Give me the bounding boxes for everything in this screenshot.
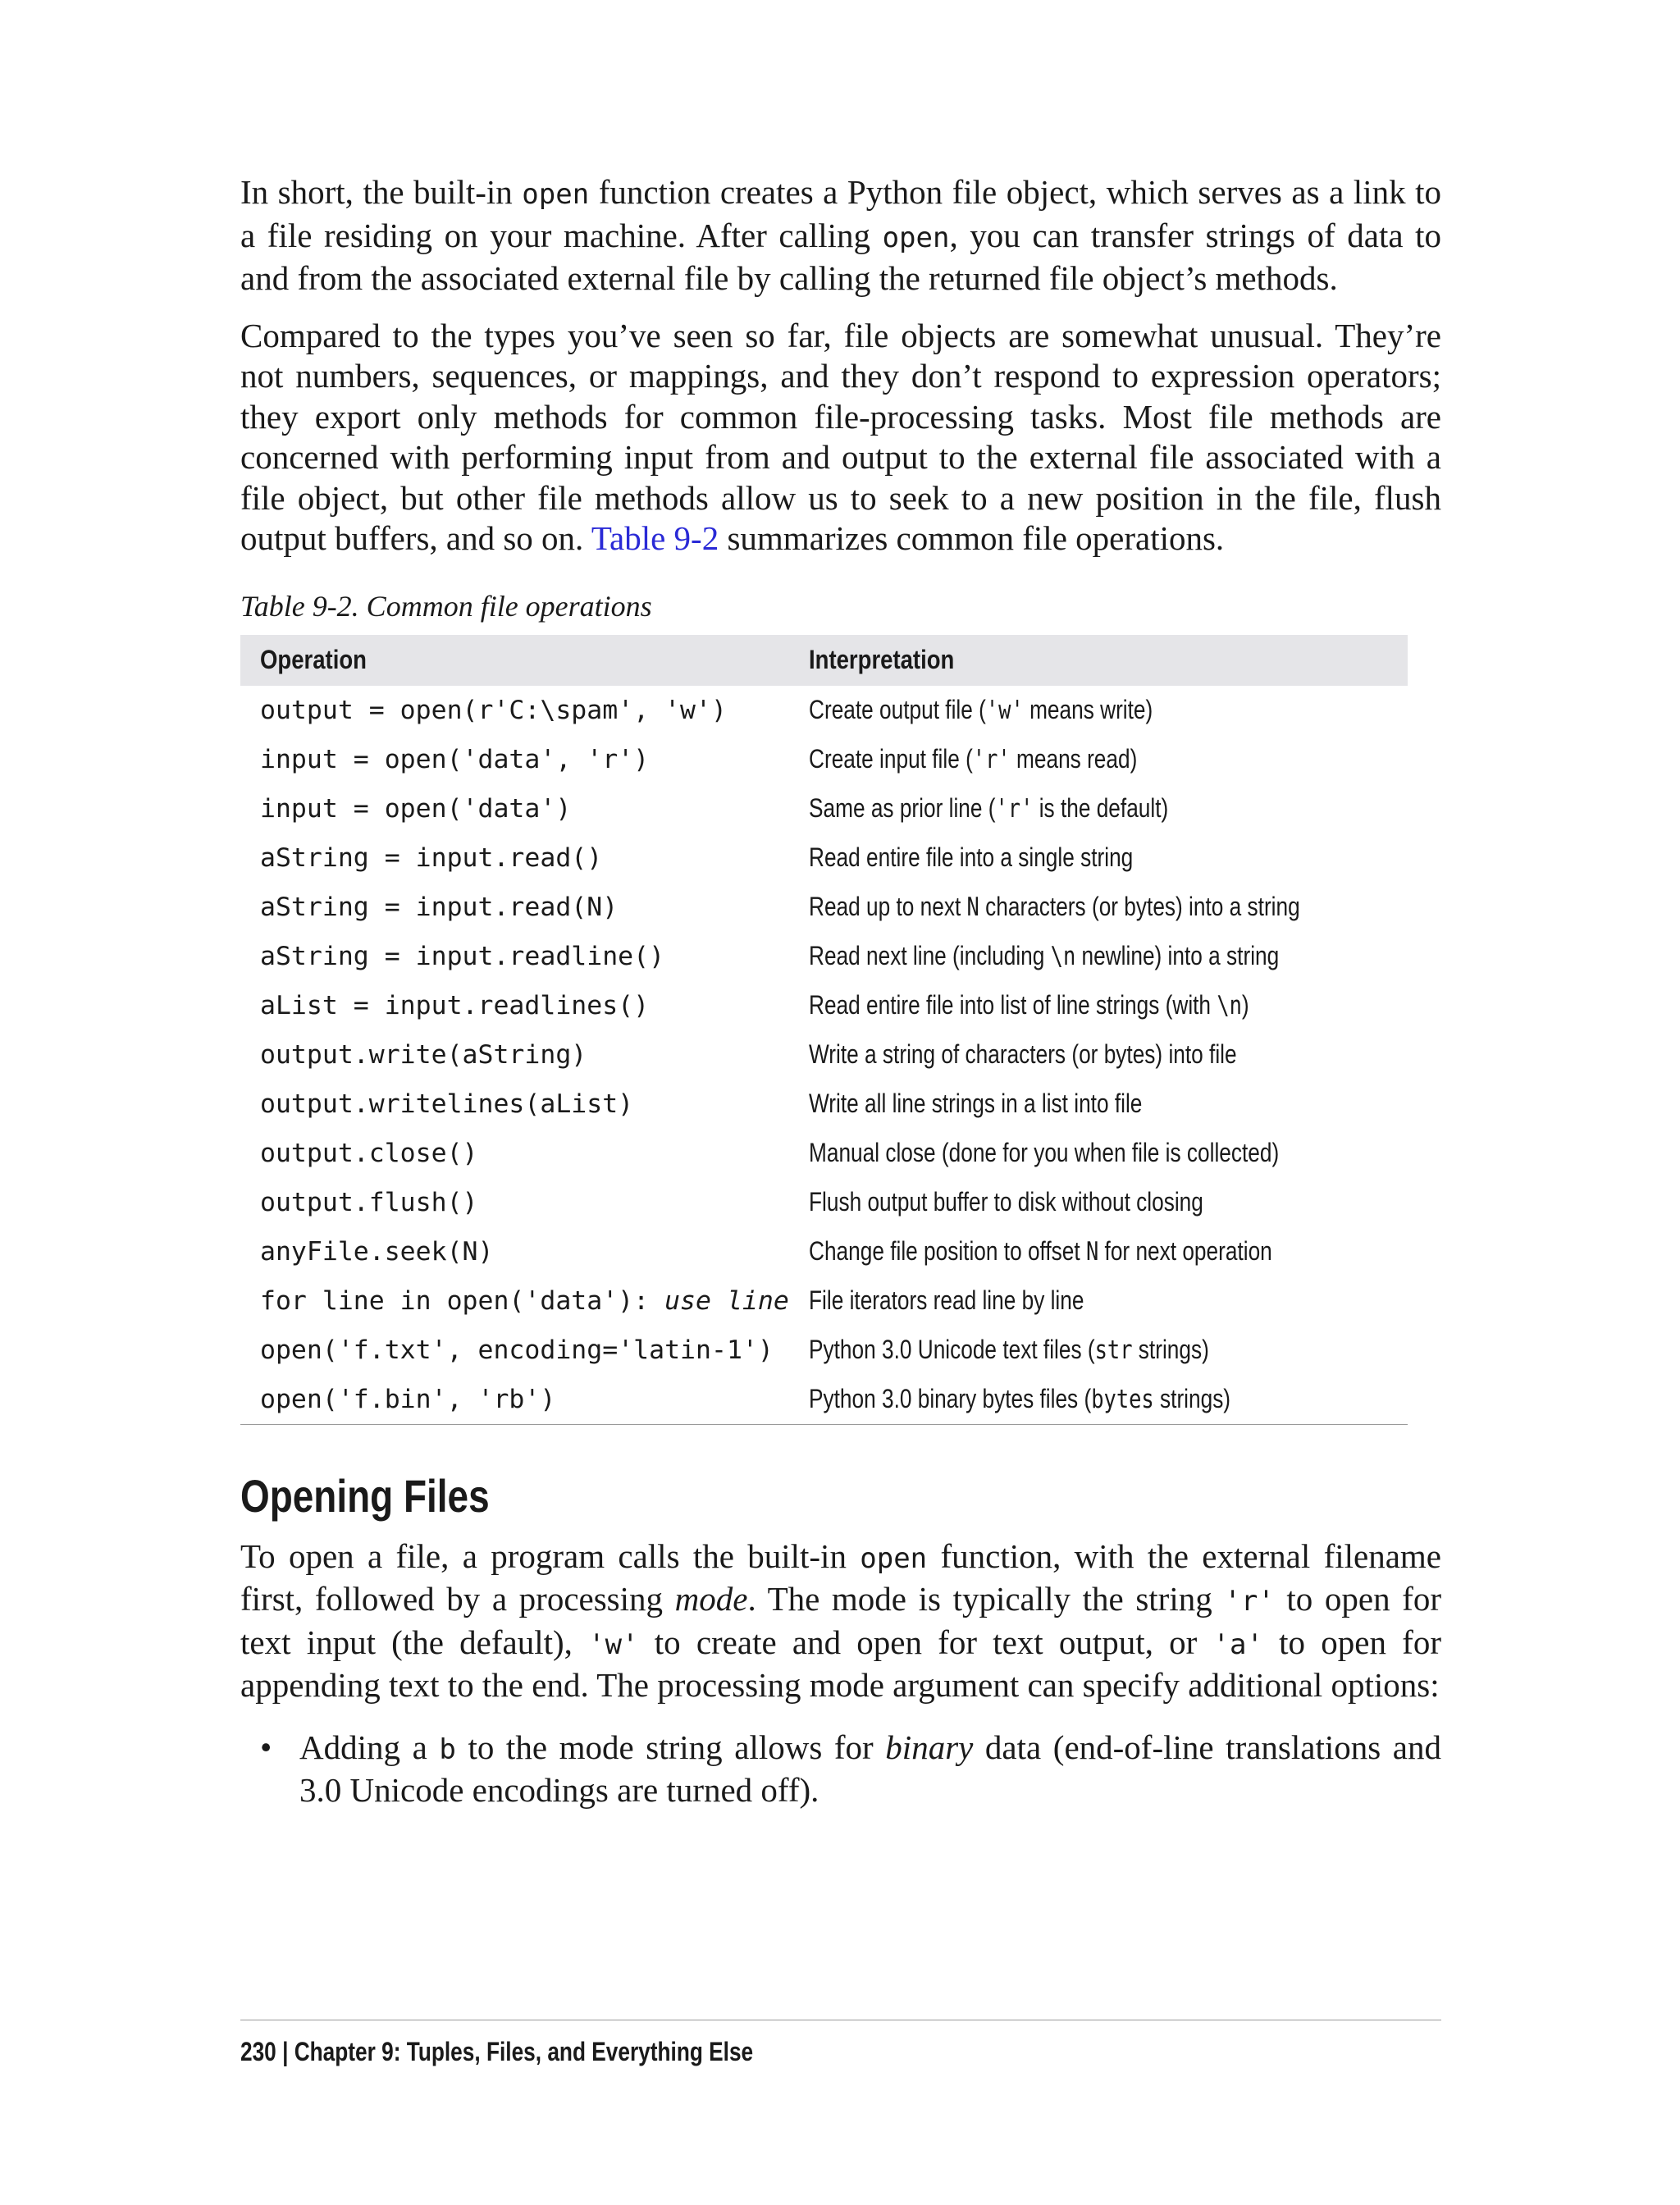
interpretation-cell: Write all line strings in a list into file bbox=[808, 1089, 1143, 1118]
table-row bbox=[240, 784, 1408, 833]
interpretation-cell: Read entire file into list of line strings (with \n) bbox=[808, 990, 1249, 1020]
interpretation-cell: Write a string of characters (or bytes) into file bbox=[808, 1039, 1237, 1069]
operation-cell: input = open('data', 'r') bbox=[260, 744, 650, 774]
interpretation-cell: Flush output buffer to disk without closing bbox=[808, 1187, 1203, 1217]
table-row bbox=[240, 883, 1408, 932]
operation-cell: output.close() bbox=[260, 1138, 478, 1168]
text-run: summarizes common file operations. bbox=[719, 519, 1225, 557]
operation-cell: anyFile.seek(N) bbox=[260, 1236, 494, 1267]
inline-code: open bbox=[522, 178, 590, 211]
operation-cell: for line in open('data'): use line bbox=[260, 1285, 789, 1316]
text-run: to open for text input (the default), bbox=[240, 1580, 1441, 1661]
text-run: data (end-of-line translations and 3.0 Unicode encodings are turned off). bbox=[299, 1728, 1441, 1809]
text-run: to the mode string allows for bbox=[455, 1728, 886, 1766]
column-header-interpretation: Interpretation bbox=[789, 635, 1408, 686]
emphasis: mode bbox=[674, 1580, 748, 1618]
paragraph-opening-files bbox=[240, 1536, 1441, 1706]
operation-cell: open('f.txt', encoding='latin-1') bbox=[260, 1335, 774, 1365]
text-run: function, with the external filename first, followed by a processing bbox=[240, 1536, 1442, 1618]
text-run: To open a file, a program calls the built-in bbox=[240, 1536, 861, 1575]
text-run: , you can transfer strings of data to and from the associated external file by calling the returned file object’s methods. bbox=[240, 216, 1441, 297]
text-run: Adding a bbox=[299, 1728, 440, 1766]
text-run: to create and open for text output, or bbox=[638, 1623, 1213, 1661]
table-body bbox=[240, 686, 1408, 1425]
page-footer bbox=[240, 2020, 1441, 2067]
operation-cell: aString = input.readline() bbox=[260, 941, 665, 971]
interpretation-cell: Create input file ('r' means read) bbox=[808, 744, 1138, 774]
operation-cell: output.flush() bbox=[260, 1187, 478, 1217]
bullet-item bbox=[240, 1728, 1441, 1811]
paragraph-intro bbox=[240, 172, 1441, 299]
operation-cell: aString = input.read() bbox=[260, 842, 603, 873]
interpretation-cell: Same as prior line ('r' is the default) bbox=[808, 793, 1169, 824]
interpretation-cell: Manual close (done for you when file is collected) bbox=[808, 1138, 1280, 1167]
interpretation-cell: Read next line (including \n newline) into a string bbox=[808, 941, 1280, 971]
interpretation-cell: Python 3.0 Unicode text files (str strings) bbox=[808, 1335, 1209, 1365]
interpretation-cell: Create output file ('w' means write) bbox=[808, 695, 1153, 725]
text-run: Compared to the types you’ve seen so far, file objects are somewhat unusual. They’re not numbers, sequences, or mappings, and they don’t respond to expression operators; they export only methods for common file-processing tasks. Most file methods are concerned with performing input from and output to the external file associated with a file object, but other file methods allow us to seek to a new position in the file, flush output buffers, and so on. bbox=[240, 316, 1441, 557]
table-row bbox=[240, 1326, 1408, 1375]
inline-code: b bbox=[439, 1732, 456, 1766]
table-row bbox=[240, 735, 1408, 784]
table-row bbox=[240, 1080, 1408, 1129]
interpretation-cell: Read entire file into a single string bbox=[808, 842, 1134, 872]
table-row bbox=[240, 1129, 1408, 1178]
paragraph-file-objects bbox=[240, 316, 1441, 559]
operation-cell: output = open(r'C:\spam', 'w') bbox=[260, 695, 727, 725]
column-header-operation: Operation bbox=[240, 635, 789, 686]
operation-cell: open('f.bin', 'rb') bbox=[260, 1384, 556, 1414]
page-body bbox=[240, 172, 1441, 1828]
inline-code: 'a' bbox=[1212, 1628, 1263, 1661]
table-row bbox=[240, 1276, 1408, 1326]
operation-cell: input = open('data') bbox=[260, 793, 572, 824]
table-row bbox=[240, 932, 1408, 981]
inline-code: 'w' bbox=[588, 1628, 639, 1661]
table-row bbox=[240, 1375, 1408, 1425]
inline-code: open bbox=[860, 1541, 928, 1575]
inline-code: open bbox=[882, 221, 950, 254]
table-row bbox=[240, 1227, 1408, 1276]
text-run: . The mode is typically the string bbox=[747, 1580, 1225, 1618]
file-operations-table bbox=[240, 635, 1408, 1425]
table-header-row bbox=[240, 635, 1408, 686]
text-run: to open for appending text to the end. The processing mode argument can specify additional options: bbox=[240, 1623, 1441, 1704]
footer-text: 230 | Chapter 9: Tuples, Files, and Everything Else bbox=[240, 2037, 754, 2066]
operation-cell: output.writelines(aList) bbox=[260, 1089, 634, 1119]
text-run: In short, the built-in bbox=[240, 173, 523, 211]
text-run: function creates a Python file object, which serves as a link to a file residing on your machine. After calling bbox=[240, 173, 1441, 254]
table-row bbox=[240, 1030, 1408, 1080]
interpretation-cell: Python 3.0 binary bytes files (bytes strings) bbox=[808, 1384, 1230, 1414]
table-caption: Table 9-2. Common file operations bbox=[240, 589, 652, 623]
table-row bbox=[240, 686, 1408, 735]
operation-cell: aList = input.readlines() bbox=[260, 990, 650, 1020]
section-heading: Opening Files bbox=[240, 1469, 490, 1522]
operation-cell: output.write(aString) bbox=[260, 1039, 587, 1070]
bullet-marker: • bbox=[260, 1728, 272, 1766]
table-reference-link[interactable]: Table 9-2 bbox=[591, 519, 719, 557]
table-row bbox=[240, 833, 1408, 883]
table-row bbox=[240, 981, 1408, 1030]
inline-code: 'r' bbox=[1224, 1585, 1275, 1618]
operation-cell: aString = input.read(N) bbox=[260, 892, 619, 922]
interpretation-cell: File iterators read line by line bbox=[808, 1285, 1084, 1315]
interpretation-cell: Change file position to offset N for next operation bbox=[808, 1236, 1272, 1267]
interpretation-cell: Read up to next N characters (or bytes) into a string bbox=[808, 892, 1300, 922]
table-row bbox=[240, 1178, 1408, 1227]
emphasis: binary bbox=[885, 1728, 974, 1766]
